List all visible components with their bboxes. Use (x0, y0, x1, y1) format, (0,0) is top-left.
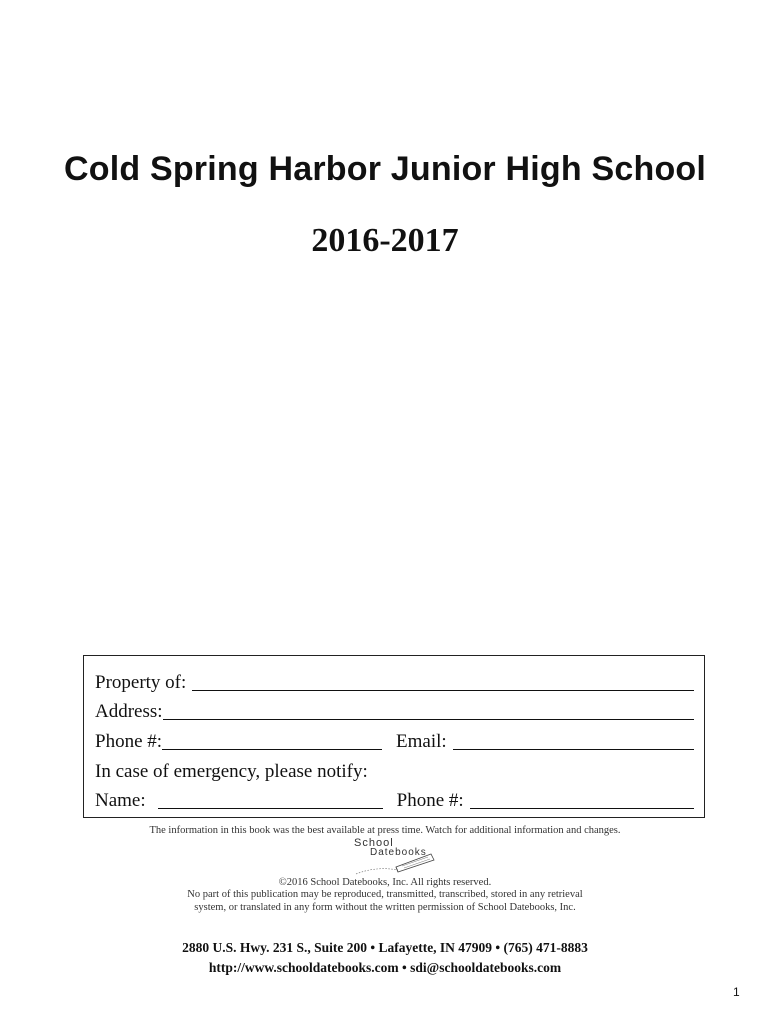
name-blank (158, 790, 383, 809)
address-label: Address: (95, 701, 163, 722)
email-label: Email: (396, 731, 447, 752)
school-datebooks-logo (346, 836, 436, 876)
publisher-address: 2880 U.S. Hwy. 231 S., Suite 200 • Lafayette, IN 47909 • (765) 471-8883 (182, 940, 588, 955)
reproduction-notice-line2: system, or translated in any form without the written permission of School Datebooks, Inc. (194, 902, 576, 913)
property-row (95, 668, 694, 694)
school-year-title: 2016-2017 (311, 222, 459, 259)
address-blank (163, 701, 694, 720)
press-time-notice: The information in this book was the best available at press time. Watch for additional information and changes. (149, 825, 621, 836)
copyright-line: ©2016 School Datebooks, Inc. All rights reserved. (278, 877, 492, 888)
address-row (95, 697, 694, 723)
phone-email-row (95, 727, 694, 753)
school-name-title: Cold Spring Harbor Junior High School (63, 150, 707, 188)
owner-info-box (83, 655, 705, 818)
emergency-label: In case of emergency, please notify: (95, 761, 368, 782)
logo-text-school: School (354, 837, 394, 849)
logo-text-datebooks: Datebooks (370, 847, 427, 858)
phone-label: Phone #: (95, 731, 163, 752)
email-blank (453, 731, 694, 750)
reproduction-notice-line1: No part of this publication may be reproduced, transmitted, transcribed, stored in any retrieval (187, 889, 583, 900)
property-label: Property of: (95, 672, 187, 693)
page-number: 1 (733, 985, 740, 999)
emergency-row (95, 757, 694, 783)
property-blank (192, 672, 694, 691)
name-label: Name: (95, 790, 146, 811)
publisher-web-email: http://www.schooldatebooks.com • sdi@schooldatebooks.com (208, 960, 562, 975)
emergency-phone-label: Phone #: (396, 790, 464, 811)
emergency-contact-row (95, 786, 694, 812)
emergency-phone-blank (470, 790, 694, 809)
phone-blank (162, 731, 382, 750)
